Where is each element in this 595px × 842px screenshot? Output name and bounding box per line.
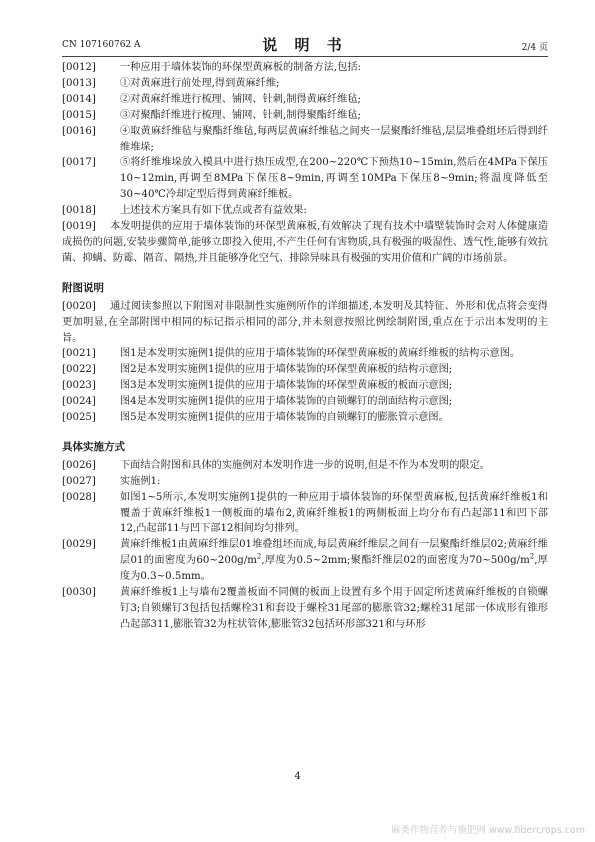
paragraph: [62, 362, 548, 378]
paragraph-text: ③对聚酯纤维进行梳理、铺网、针刺,制得聚酯纤维毡;: [120, 109, 361, 121]
paragraph-text: 图4是本发明实施例1提供的应用于墙体装饰的自锁螺钉的剖面结构示意图;: [120, 396, 453, 408]
paragraph-text: 图3是本发明实施例1提供的应用于墙体装饰的环保型黄麻板的板面示意图;: [120, 380, 453, 392]
paragraph: [62, 92, 548, 108]
paragraph: [62, 474, 548, 490]
paragraph-text: 图5是本发明实施例1提供的应用于墙体装饰的自锁螺钉的膨胀管示意图。: [120, 412, 449, 424]
paragraph-number: [0022]: [62, 364, 96, 376]
paragraph-number: [0018]: [62, 205, 96, 217]
watermark-text: 麻类作物营养与施肥网 www.fibercrops.com: [390, 825, 585, 836]
paragraph: [62, 537, 548, 585]
paragraph-number: [0023]: [62, 380, 96, 392]
paragraph: [62, 394, 548, 410]
paragraph-text: ,厚度为0.3~0.5mm。: [120, 555, 548, 583]
paragraph: [62, 108, 548, 124]
paragraph-number: [0027]: [62, 475, 96, 487]
paragraph-number: [0026]: [62, 459, 96, 471]
section-heading-figures: 附图说明: [62, 281, 104, 294]
paragraph-number: [0029]: [62, 539, 96, 551]
page-header: [62, 32, 548, 54]
superscript: 2: [529, 552, 535, 561]
paragraph-text: 本发明提供的应用于墙体装饰的环保型黄麻板,有效解决了现有技术中墙壁装饰时会对人体健康造成损伤的问题,安装步骤简单,能够立即投入使用,不产生任何有害物质,具有极强的吸湿性、透气性,能够有效抗菌、抑螨、防霉、隔音、隔热,并且能够净化空气、排除异味具有极强的实用价值和广阔的市场前景。: [62, 221, 548, 264]
paragraph-number: [0012]: [62, 62, 96, 73]
paragraph-text: ④取黄麻纤维毡与聚酯纤维毡,每两层黄麻纤维毡之间夹一层聚酯纤维毡,层层堆叠组坯后得到纤维堆垛;: [120, 125, 548, 153]
paragraph-number: [0028]: [62, 491, 96, 503]
paragraph-text: ②对黄麻纤维进行梳理、铺网、针刺,制得黄麻纤维毡;: [120, 93, 361, 105]
paragraph: [62, 378, 548, 394]
paragraph-text: ⑤将纤维堆垛放入模具中进行热压成型,在200~220℃下预热10~15min,然后在4MPa下保压10~12min,再调至8MPa下保压8~9min,再调至10MPa下保压8~9min;将温度降低至30~40℃冷却定型后得到黄麻纤维板。: [120, 157, 548, 201]
document-body: [62, 60, 548, 633]
paragraph-group-embodiments: [62, 458, 548, 633]
superscript: 2: [256, 552, 262, 561]
paragraph-number: [0017]: [62, 157, 96, 169]
paragraph-text: 如图1~5所示,本发明实施例1提供的一种应用于墙体装饰的环保型黄麻板,包括黄麻纤维板1和覆盖于黄麻纤维板1一侧板面的墙布2,黄麻纤维板1的两侧板面上均分布有凸起部11和凹下部12,凸起部11与凹下部12相间均匀排列。: [120, 491, 548, 535]
page-indicator: 2/4 页: [521, 43, 548, 53]
paragraph: [62, 346, 548, 362]
paragraph-text: 黄麻纤维板1上与墙布2覆盖板面不同侧的板面上设置有多个用于固定所述黄麻纤维板的自锁螺钉3;自锁螺钉3包括包括螺栓31和套设于螺栓31尾部的膨胀管32;螺栓31尾部一体成形有锥形凸起部311,膨胀管32为柱状管体,膨胀管32包括环形部321和与环形: [120, 587, 548, 630]
paragraph-text: ,厚度为0.5~2mm;聚酯纤维层02的面密度为70~500g/m: [261, 555, 530, 567]
paragraph-number: [0014]: [62, 93, 96, 105]
section-heading-embodiments: 具体实施方式: [62, 440, 125, 453]
paragraph: [62, 155, 548, 203]
paragraph: [62, 299, 548, 347]
paragraph-number: [0016]: [62, 125, 96, 137]
page-number: 4: [294, 771, 301, 782]
paragraph-text: 实施例1:: [120, 475, 161, 487]
paragraph-text: 下面结合附图和具体的实施例对本发明作进一步的说明,但是不作为本发明的限定。: [120, 459, 490, 471]
paragraph-number: [0021]: [62, 348, 96, 360]
paragraph: [62, 76, 548, 92]
paragraph: [62, 458, 548, 474]
paragraph: [62, 203, 548, 219]
paragraph-text: 上述技术方案具有如下优点或者有益效果:: [120, 205, 307, 217]
paragraph-text: 图1是本发明实施例1提供的应用于墙体装饰的环保型黄麻板的黄麻纤维板的结构示意图。: [120, 348, 521, 360]
paragraph-text: 图2是本发明实施例1提供的应用于墙体装饰的环保型黄麻板的结构示意图;: [120, 364, 453, 376]
paragraph-number: [0020]: [62, 300, 96, 312]
paragraph-text: 黄麻纤维板1由黄麻纤维层01堆叠组坯而成,每层黄麻纤维层之间有一层聚酯纤维层02;黄麻纤维层01的面密度为60~200g/m: [120, 539, 548, 567]
paragraph-group-process: [62, 60, 548, 267]
paragraph: [62, 60, 548, 76]
paragraph-number: [0025]: [62, 412, 96, 424]
paragraph: [62, 585, 548, 633]
paragraph-number: [0024]: [62, 396, 96, 408]
paragraph: [62, 124, 548, 156]
paragraph-number: [0013]: [62, 77, 96, 89]
paragraph: [62, 219, 548, 267]
header-divider: [62, 56, 548, 57]
paragraph-number: [0019]: [62, 221, 96, 233]
paragraph-number: [0030]: [62, 587, 96, 599]
paragraph: [62, 490, 548, 538]
paragraph-text: 一种应用于墙体装饰的环保型黄麻板的制备方法,包括:: [120, 62, 361, 73]
paragraph-text: 通过阅读参照以下附图对非限制性实施例所作的详细描述,本发明及其特征、外形和优点将会变得更加明显,在全部附图中相同的标记指示相同的部分,并未刻意按照比例绘制附图,重点在于示出本发明的主旨。: [62, 300, 548, 344]
paragraph-group-figures: [62, 299, 548, 426]
paragraph-text: ①对黄麻进行前处理,得到黄麻纤维;: [120, 77, 280, 89]
patent-number: CN 107160762 A: [62, 40, 141, 50]
document-title: 说 明 书: [262, 36, 348, 54]
paragraph-number: [0015]: [62, 109, 96, 121]
paragraph: [62, 410, 548, 426]
